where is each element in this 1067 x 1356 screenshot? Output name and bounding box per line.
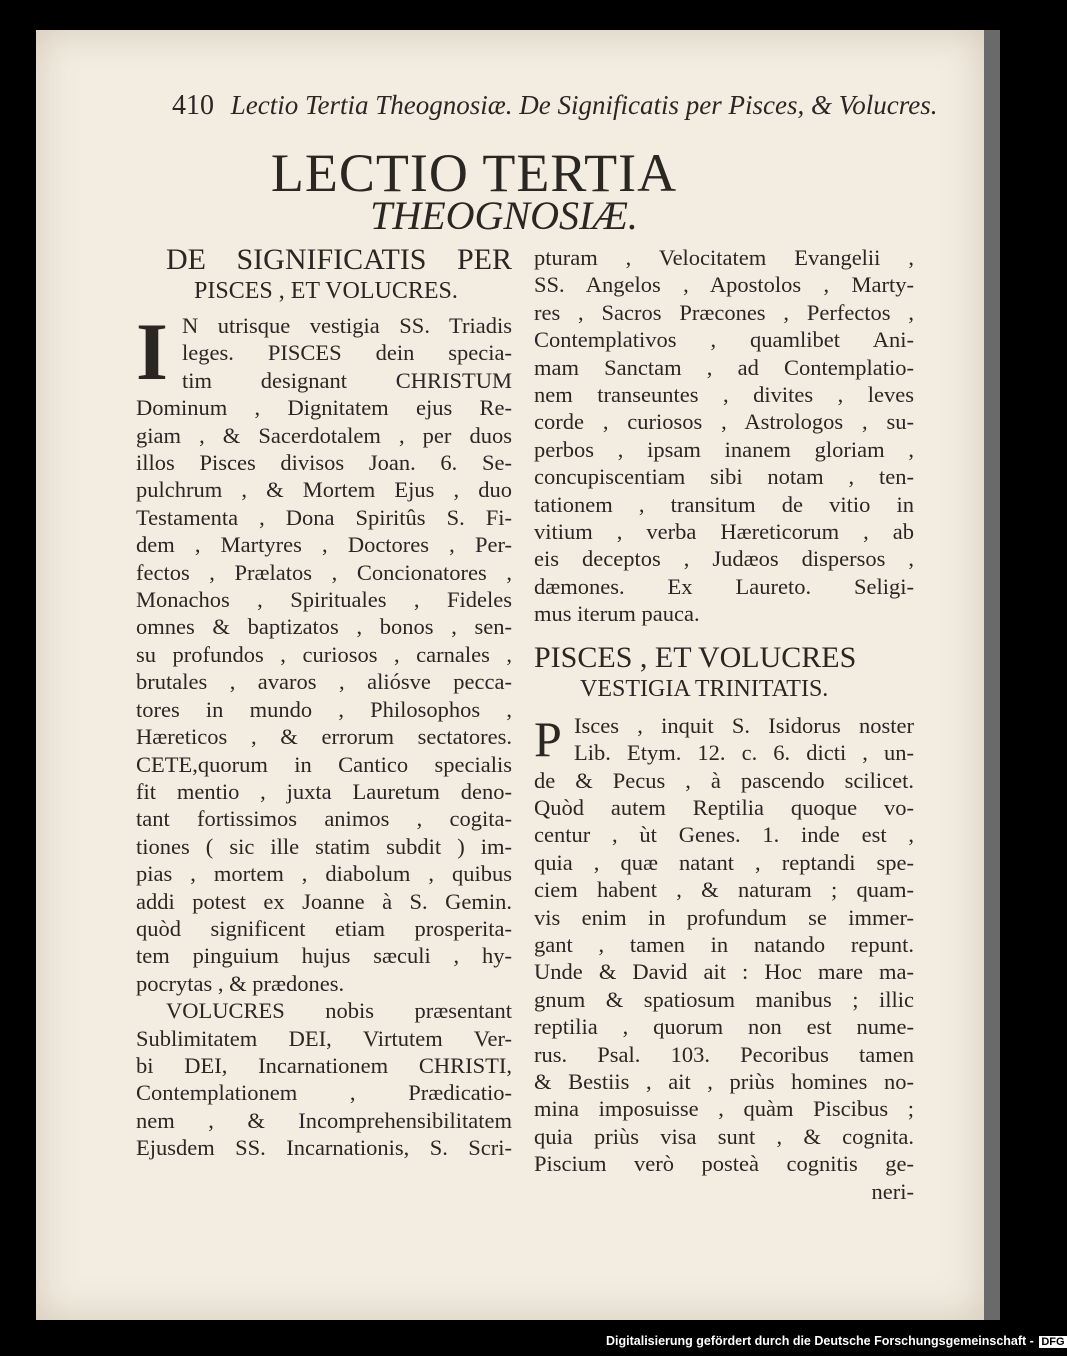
page-subtitle: THEOGNOSIÆ. [370, 193, 638, 238]
text-line: Hæreticos , & errorum sectatores. [136, 724, 512, 750]
page-number: 410 [172, 90, 214, 121]
text-line: illos Pisces divisos Joan. 6. Se- [136, 450, 512, 476]
text-line: N utrisque vestigia SS. Triadis [182, 313, 512, 338]
text-line: mam Sanctam , ad Contemplatio- [534, 354, 914, 380]
text-line: addi potest ex Joanne à S. Gemin. [136, 888, 512, 914]
text-line: eis deceptos , Judæos dispersos , [534, 546, 914, 572]
right-column [534, 244, 914, 1205]
text-line: reptilia , quorum non est nume- [534, 1014, 914, 1040]
text-line: gnum & spatiosum manibus ; illic [534, 986, 914, 1012]
drop-cap: P [534, 710, 562, 767]
text-line: quia , quæ natant , reptandi spe- [534, 849, 914, 875]
text-line: omnes & baptizatos , bonos , sen- [136, 614, 512, 640]
text-line: tant fortissimos animos , cogita- [136, 806, 512, 832]
paragraph [136, 306, 512, 1162]
text-line: Sublimitatem DEI, Virtutem Ver- [136, 1025, 512, 1051]
text-line: dæmones. Ex Laureto. Seligi- [534, 573, 914, 599]
running-title: Lectio Tertia Theognosiæ. De Significatis per Pisces, & Volucres. [230, 90, 938, 120]
drop-cap: I [136, 306, 168, 397]
text-line: Ejusdem SS. Incarnationis, S. Scri- [136, 1135, 512, 1161]
text-line: mus iterum pauca. [534, 601, 700, 627]
text-line: quòd significent etiam prosperita- [136, 915, 512, 941]
text-line: nem transeuntes , divites , leves [534, 382, 914, 408]
dfg-logo: DFG [1041, 1336, 1065, 1348]
text-line: fectos , Prælatos , Concionatores , [136, 559, 512, 585]
footer-credit [606, 1334, 1067, 1348]
text-line: neri- [871, 1178, 914, 1204]
text-line: res , Sacros Præcones , Perfectos , [534, 299, 914, 325]
text-line: concupiscentiam sibi notam , ten- [534, 464, 914, 490]
text-line: Piscium verò posteà cognitis ge- [534, 1151, 914, 1177]
text-line: quia priùs visa sunt , & cognita. [534, 1123, 914, 1149]
paragraph [534, 712, 914, 1205]
text-line: Contemplativos , quamlibet Ani- [534, 327, 914, 353]
text-line: & Bestiis , ait , priùs homines no- [534, 1068, 914, 1094]
page-edge [984, 30, 1000, 1320]
text-line: CETE,quorum in Cantico specialis [136, 751, 512, 777]
text-line: Testamenta , Dona Spiritûs S. Fi- [136, 504, 512, 530]
text-line: tem pinguium hujus sæculi , hy- [136, 943, 512, 969]
text-line: tationem , transitum de vitio in [534, 491, 914, 517]
text-line: gant , tamen in natando repunt. [534, 931, 914, 957]
text-line: Lib. Etym. 12. c. 6. dicti , un- [574, 740, 914, 766]
running-head [172, 90, 952, 122]
footer-text: Digitalisierung gefördert durch die Deutsche Forschungsgemeinschaft - [606, 1334, 1034, 1348]
text-line: dem , Martyres , Doctores , Per- [136, 532, 512, 558]
page-title: LECTIO TERTIA [270, 143, 678, 203]
text-line: centur , ùt Genes. 1. inde est , [534, 822, 914, 848]
text-line: su profundos , curiosos , carnales , [136, 641, 512, 667]
text-line: SS. Angelos , Apostolos , Marty- [534, 272, 914, 298]
text-line: tiones ( sic ille statim subdit ) im- [136, 833, 512, 859]
text-line: pias , mortem , diabolum , quibus [136, 861, 512, 887]
text-line: Dominum , Dignitatem ejus Re- [136, 395, 512, 421]
text-line: ciem habent , & naturam ; quam- [534, 877, 914, 903]
text-line: pturam , Velocitatem Evangelii , [534, 245, 914, 270]
text-line: vitium , verba Hæreticorum , ab [534, 519, 914, 545]
text-line: vis enim in profundum se immer- [534, 904, 914, 930]
text-line: pulchrum , & Mortem Ejus , duo [136, 477, 512, 503]
text-line: rus. Psal. 103. Pecoribus tamen [534, 1041, 914, 1067]
text-line: Monachos , Spirituales , Fideles [136, 587, 512, 613]
text-line: de & Pecus , à pascendo scilicet. [534, 767, 914, 793]
text-line: Quòd autem Reptilia quoque vo- [534, 794, 914, 820]
text-line: tores in mundo , Philosophos , [136, 696, 512, 722]
section-subheading: VESTIGIA TRINITATIS. [580, 675, 829, 702]
left-column [136, 244, 512, 1162]
text-line: pocrytas , & prædones. [136, 970, 345, 996]
text-line: brutales , avaros , aliósve pecca- [136, 669, 512, 695]
text-line: corde , curiosos , Astrologos , su- [534, 409, 914, 435]
section-heading: PISCES , ET VOLUCRES [534, 640, 857, 674]
text-line: bi DEI, Incarnationem CHRISTI, [136, 1052, 512, 1078]
text-line: fit mentio , juxta Lauretum deno- [136, 778, 512, 804]
text-line: Isces , inquit S. Isidorus noster [574, 712, 914, 738]
text-line: nem , & Incomprehensibilitatem [136, 1107, 512, 1133]
text-line: Unde & David ait : Hoc mare ma- [534, 959, 914, 985]
section-subheading: PISCES , ET VOLUCRES. [194, 278, 458, 304]
text-line: giam , & Sacerdotalem , per duos [136, 422, 512, 448]
text-line: tim designant CHRISTUM [182, 367, 512, 393]
text-line: mina imposuisse , quàm Piscibus ; [534, 1096, 914, 1122]
section-heading: DE SIGNIFICATIS PER [166, 243, 512, 276]
text-line: Contemplationem , Prædicatio- [136, 1080, 512, 1106]
text-line: perbos , ipsam inanem gloriam , [534, 436, 914, 462]
text-line: VOLUCRES nobis præsentant [166, 998, 512, 1024]
text-line: leges. PISCES dein specia- [182, 340, 512, 366]
